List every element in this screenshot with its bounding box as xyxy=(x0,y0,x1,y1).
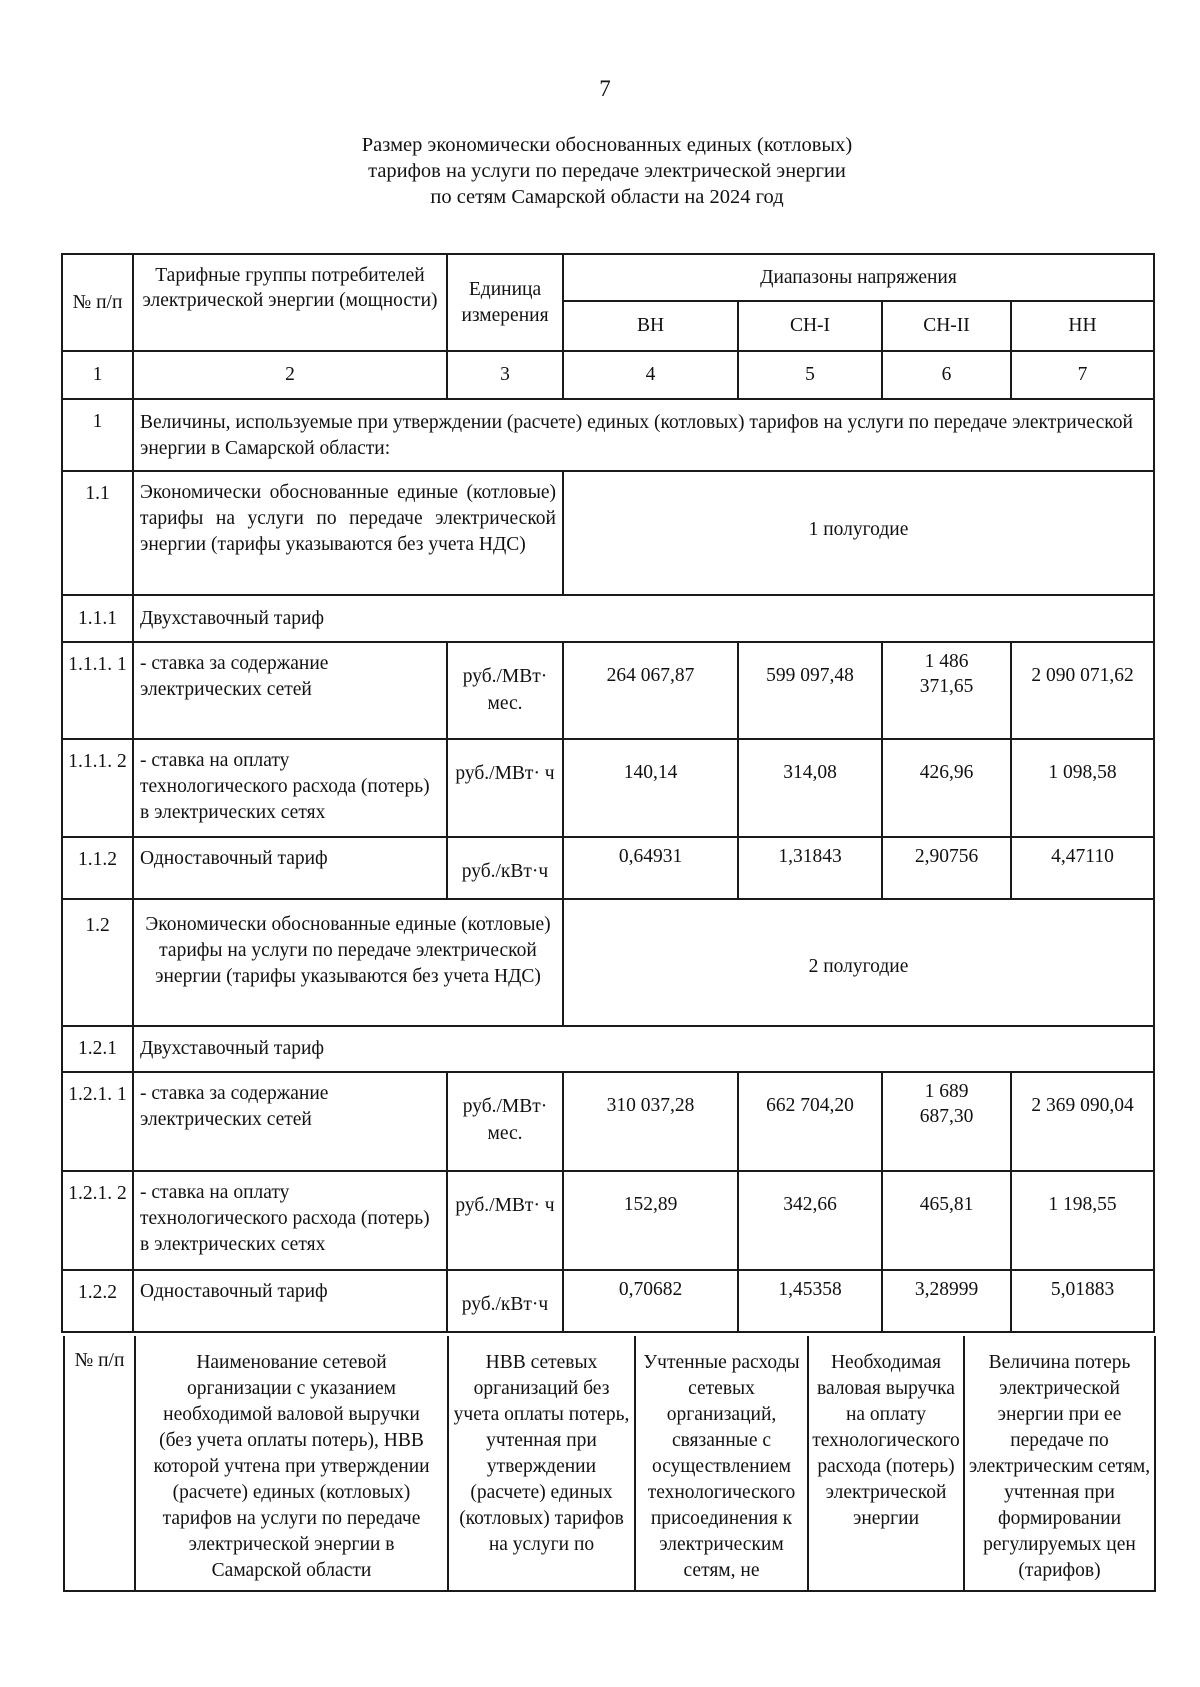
value-sn1: 314,08 xyxy=(738,739,882,837)
value-vn: 0,70682 xyxy=(563,1270,738,1332)
column-number: 6 xyxy=(882,351,1011,399)
period-label: 2 полугодие xyxy=(563,899,1154,1026)
value-nn: 2 090 071,62 xyxy=(1011,642,1154,739)
row-number: 1.1.1 xyxy=(62,595,133,642)
value-nn: 4,47110 xyxy=(1011,837,1154,899)
header-nn: НН xyxy=(1011,301,1154,351)
row-text: - ставка за содержание электрических сетей xyxy=(133,1072,447,1171)
column-number: 7 xyxy=(1011,351,1154,399)
row-number: 1.1.1. 2 xyxy=(62,739,133,837)
column-number: 1 xyxy=(62,351,133,399)
title-line: по сетям Самарской области на 2024 год xyxy=(430,186,784,208)
header-num: № п/п xyxy=(64,1336,135,1591)
header-organization-name: Наименование сетевой организации с указанием необходимой валовой выручки (без учета оплаты потерь), НВВ которой учтена при утверждении (расчете) единых (котловых) тарифов на услуги по передаче электрической энергии в Самарской области xyxy=(135,1336,448,1591)
header-ranges: Диапазоны напряжения xyxy=(563,254,1154,301)
header-row xyxy=(62,254,1154,301)
table-row xyxy=(62,837,1154,899)
value-vn: 0,64931 xyxy=(563,837,738,899)
header-losses: Величина потерь электрической энергии при ее передаче по электрическим сетям, учтенная при формировании регулируемых цен (тарифов) xyxy=(964,1336,1155,1591)
row-unit: руб./кВт·ч xyxy=(447,837,563,899)
row-number: 1.2.1. 1 xyxy=(62,1072,133,1171)
value-nn: 1 198,55 xyxy=(1011,1171,1154,1270)
row-unit: руб./МВт· ч xyxy=(447,739,563,837)
row-text: Экономически обоснованные единые (котловые) тарифы на услуги по передаче электрической энергии (тарифы указываются без учета НДС) xyxy=(133,471,563,595)
row-text: - ставка за содержание электрических сетей xyxy=(133,642,447,739)
table-row xyxy=(62,399,1154,471)
row-text: - ставка на оплату технологического расхода (потерь) в электрических сетях xyxy=(133,739,447,837)
value-sn2: 3,28999 xyxy=(882,1270,1011,1332)
row-number: 1.1.2 xyxy=(62,837,133,899)
header-nvv: НВВ сетевых организаций без учета оплаты потерь, учтенная при утверждении (расчете) единых (котловых) тарифов на услуги по xyxy=(448,1336,635,1591)
row-text: Одноставочный тариф xyxy=(133,837,447,899)
header-vn: ВН xyxy=(563,301,738,351)
row-text: - ставка на оплату технологического расхода (потерь) в электрических сетях xyxy=(133,1171,447,1270)
column-number: 3 xyxy=(447,351,563,399)
row-number: 1.1.1. 1 xyxy=(62,642,133,739)
table-row xyxy=(62,595,1154,642)
tariff-table xyxy=(61,253,1155,1333)
value-vn: 264 067,87 xyxy=(563,642,738,739)
header-sn1: СН-I xyxy=(738,301,882,351)
title-line: тарифов на услуги по передаче электрической энергии xyxy=(368,160,846,182)
value-sn1: 599 097,48 xyxy=(738,642,882,739)
network-organizations-table xyxy=(63,1336,1156,1592)
header-sn2: СН-II xyxy=(882,301,1011,351)
header-row xyxy=(64,1336,1155,1591)
row-text: Двухставочный тариф xyxy=(133,1026,1154,1072)
row-number: 1.2.1. 2 xyxy=(62,1171,133,1270)
row-unit: руб./МВт· ч xyxy=(447,1171,563,1270)
value-nn: 2 369 090,04 xyxy=(1011,1072,1154,1171)
document-title xyxy=(0,132,1200,210)
value-sn2: 1 689 687,30 xyxy=(882,1072,1011,1171)
value-sn2: 465,81 xyxy=(882,1171,1011,1270)
row-text: Экономически обоснованные единые (котловые) тарифы на услуги по передаче электрической энергии (тарифы указываются без учета НДС) xyxy=(133,899,563,1026)
table-row xyxy=(62,1072,1154,1171)
row-text: Величины, используемые при утверждении (расчете) единых (котловых) тарифов на услуги по передаче электрической энергии в Самарской области: xyxy=(133,399,1154,471)
row-unit: руб./МВт· мес. xyxy=(447,642,563,739)
value-nn: 1 098,58 xyxy=(1011,739,1154,837)
row-number: 1.2 xyxy=(62,899,133,1026)
row-number: 1.1 xyxy=(62,471,133,595)
table-row xyxy=(62,471,1154,595)
column-numbers-row xyxy=(62,351,1154,399)
header-unit: Единица измерения xyxy=(447,254,563,351)
header-expenses: Учтенные расходы сетевых организаций, связанные с осуществлением технологического присоединения к электрическим сетям, не xyxy=(635,1336,808,1591)
row-unit: руб./МВт· мес. xyxy=(447,1072,563,1171)
column-number: 5 xyxy=(738,351,882,399)
period-label: 1 полугодие xyxy=(563,471,1154,595)
title-line: Размер экономически обоснованных единых (котловых) xyxy=(361,134,853,156)
header-required-revenue: Необходимая валовая выручка на оплату технологического расхода (потерь) электрической энергии xyxy=(808,1336,964,1591)
value-sn2: 426,96 xyxy=(882,739,1011,837)
table-row xyxy=(62,1270,1154,1332)
table-row xyxy=(62,899,1154,1026)
table-row xyxy=(62,739,1154,837)
row-number: 1 xyxy=(62,399,133,471)
value-vn: 140,14 xyxy=(563,739,738,837)
column-number: 2 xyxy=(133,351,447,399)
table-row xyxy=(62,1026,1154,1072)
value-sn2: 1 486 371,65 xyxy=(882,642,1011,739)
header-num: № п/п xyxy=(62,254,133,351)
page-number: 7 xyxy=(599,76,611,101)
value-vn: 310 037,28 xyxy=(563,1072,738,1171)
table-row xyxy=(62,1171,1154,1270)
row-text: Двухставочный тариф xyxy=(133,595,1154,642)
value-sn1: 342,66 xyxy=(738,1171,882,1270)
row-text: Одноставочный тариф xyxy=(133,1270,447,1332)
value-sn1: 662 704,20 xyxy=(738,1072,882,1171)
value-vn: 152,89 xyxy=(563,1171,738,1270)
column-number: 4 xyxy=(563,351,738,399)
table-row xyxy=(62,642,1154,739)
value-sn1: 1,45358 xyxy=(738,1270,882,1332)
row-unit: руб./кВт·ч xyxy=(447,1270,563,1332)
header-groups: Тарифные группы потребителей электрической энергии (мощности) xyxy=(133,254,447,351)
row-number: 1.2.2 xyxy=(62,1270,133,1332)
value-sn2: 2,90756 xyxy=(882,837,1011,899)
value-sn1: 1,31843 xyxy=(738,837,882,899)
row-number: 1.2.1 xyxy=(62,1026,133,1072)
value-nn: 5,01883 xyxy=(1011,1270,1154,1332)
